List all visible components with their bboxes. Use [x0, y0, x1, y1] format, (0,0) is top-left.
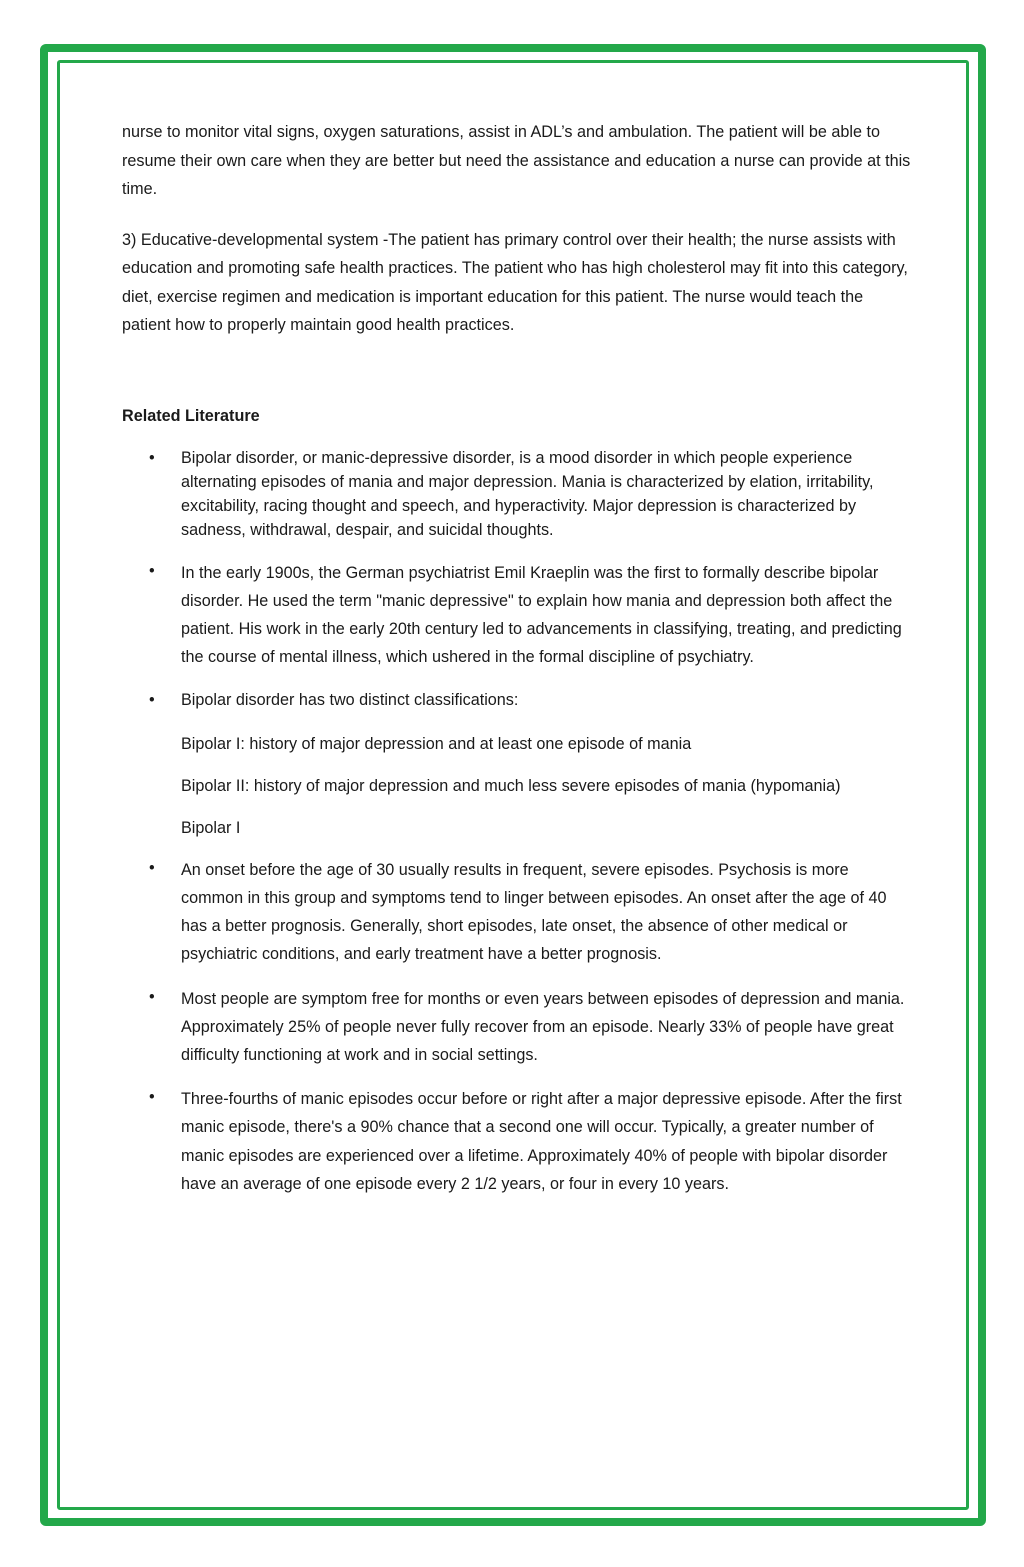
bullet-icon: •: [149, 1088, 155, 1107]
list-item: [122, 688, 912, 840]
list-item: [122, 856, 912, 969]
paragraph: nurse to monitor vital signs, oxygen saturations, assist in ADL’s and ambulation. The patient will be able to resume their own care when they are better but need the assistance and education a nurse can provide at this time.: [122, 123, 911, 198]
section-heading: Related Literature: [122, 406, 260, 425]
list-item-text: In the early 1900s, the German psychiatrist Emil Kraeplin was the first to formally describe bipolar disorder. He used the term "manic depressive" to explain how mania and depression both affect the patient. His work in the early 20th century led to advancements in classifying, treating, and predicting the course of mental illness, which ushered in the formal discipline of psychiatry.: [181, 563, 902, 667]
list-item-text: Bipolar disorder has two distinct classifications:: [181, 690, 519, 709]
bullet-icon: •: [149, 561, 155, 580]
list-item-text: Most people are symptom free for months or even years between episodes of depression and mania. Approximately 25% of people never fully recover from an episode. Nearly 33% of people have great difficulty functioning at work and in social settings.: [181, 989, 905, 1065]
classification-line: Bipolar I: history of major depression and at least one episode of mania: [181, 734, 692, 753]
list-item: [122, 446, 912, 543]
paragraph: 3) Educative-developmental system -The patient has primary control over their health; the nurse assists with education and promoting safe health practices. The patient who has high cholesterol may fit into this category, diet, exercise regimen and medication is important education for this patient. The nurse would teach the patient how to properly maintain good health practices.: [122, 230, 908, 334]
bullet-icon: •: [149, 448, 155, 467]
classification-line: Bipolar I: [181, 818, 241, 837]
bullet-icon: •: [149, 987, 155, 1006]
list-item: [122, 1085, 912, 1198]
list-item-text: Three-fourths of manic episodes occur before or right after a major depressive episode. After the first manic episode, there's a 90% chance that a second one will occur. Typically, a greater number of manic episodes are experienced over a lifetime. Approximately 40% of people with bipolar disorder have an average of one episode every 2 1/2 years, or four in every 10 years.: [181, 1090, 902, 1193]
list-item: [122, 559, 912, 672]
classification-line: Bipolar II: history of major depression and much less severe episodes of mania (hypomania): [181, 776, 841, 795]
bullet-icon: •: [149, 858, 155, 877]
document-body: [122, 118, 912, 1214]
list-item-text: An onset before the age of 30 usually results in frequent, severe episodes. Psychosis is more common in this group and symptoms tend to linger between episodes. An onset after the age of 40 has a better prognosis. Generally, short episodes, late onset, the absence of other medical or psychiatric conditions, and early treatment have a better prognosis.: [181, 860, 887, 964]
bullet-list: [122, 446, 912, 1199]
bullet-icon: •: [149, 690, 155, 709]
list-item: [122, 985, 912, 1070]
list-item-text: Bipolar disorder, or manic-depressive disorder, is a mood disorder in which people experience alternating episodes of mania and major depression. Mania is characterized by elation, irritability, excitability, racing thought and speech, and hyperactivity. Major depression is characterized by sadness, withdrawal, despair, and suicidal thoughts.: [181, 448, 874, 540]
